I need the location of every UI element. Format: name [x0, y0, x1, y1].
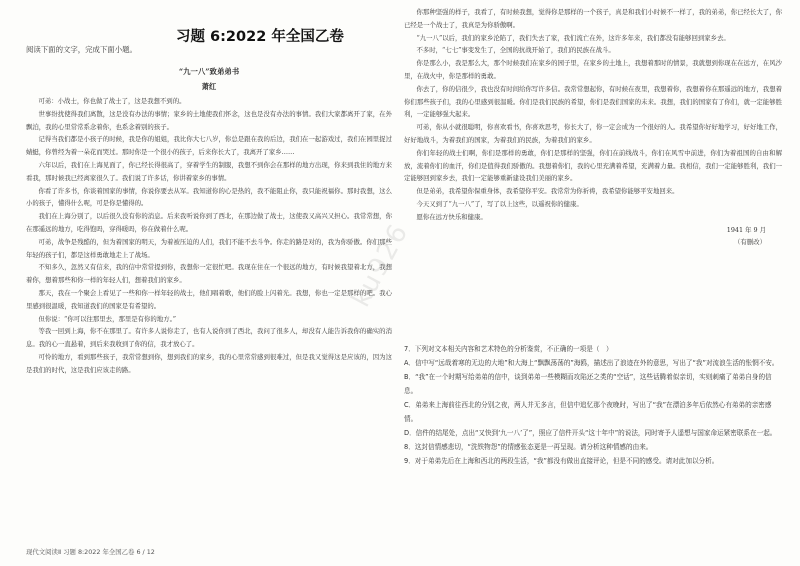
letter-paragraph: 但是弟弟，我希望你保重身体，我希望你平安。我常常为你祈祷，我希望你能够平安地回来。: [416, 187, 679, 196]
question-option-a: A．信中写“远哉着寒的无边的大地”和大海上“飘飘荡荡的”海鸥，描述出了浪迹在外的意思，写出了“我”对流浪生活的怅惘不安。: [404, 359, 779, 367]
letter-source-note: （有删改）: [734, 238, 766, 247]
question-section: [404, 342, 782, 468]
question-option-d: D．信件的结尾处，点出“又快到‘九一八’了”，照应了信件开头“这十年中”的说法，同时寄予人遥想与国家命运紧密联系在一起。: [404, 429, 777, 437]
letter-paragraph: 你们年轻的战士们啊，你们是那样的勇敢，你们是那样的坚强，你们在前线战斗，你们在风雪中前进，你们为着祖国的自由和解放，流着你们的血汗，你们是值得我们骄傲的。我想着你们，我的心里充满着希望，充满着力量。我相信，我们一定能够胜利，我们一定能够回到家乡去，我们一定能够重新建设我们美丽的家乡。: [404, 148, 782, 183]
letter-paragraph: 那天，我在一个聚会上看见了一些和你一样年轻的战士，他们唱着歌，他们的脸上闪着光。我想，你也一定是那样的吧。我心里感到很温暖，我知道我们的国家是有希望的。: [26, 288, 392, 310]
letter-paragraph: “九一八”以后，我们的家乡沦陷了，我们失去了家，我们流亡在外，这许多年来，我们都没有能够回到家乡去。: [416, 33, 730, 42]
page-title: 习题 6:2022 年全国乙卷: [176, 29, 344, 45]
question-option-c: C．弟弟来上海前往西北的分别之夜，两人并无多言，但信中追忆那个夜晚时，写出了“我”在漂泊多年后依然心有弟弟的亲密感情。: [404, 401, 772, 423]
letter-paragraph: 可弟：小战士，你也做了战士了，这是我想不到的。: [38, 97, 186, 105]
letter-body-left: [26, 95, 392, 377]
letter-paragraph: 你看了许多书，你谈着国家的事情，你说你要去从军。我知道你的心是热的，我不能阻止你，我只能祝福你。那时我想，这么小的孩子，懂得什么呢，可是你是懂得的。: [26, 186, 392, 208]
letter-paragraph: 不多时，“七七”事变发生了，全国的抗战开始了，我们的民族在战斗。: [416, 46, 615, 55]
right-column: [404, 0, 782, 566]
letter-paragraph: 我们在上海分别了，以后很久没有你的消息。后来我听说你到了西北，在那边做了战士，这使我又高兴又担心。我常常想，你在那遥远的地方，吃得饱吗，穿得暖吗，你在做着什么呢。: [26, 212, 392, 233]
letter-paragraph: 可怜的地方，看到那些孩子，我常常想到你，想到我们的家乡，我的心里常常感到很难过，但是我又觉得这是应该的，因为这是我们的时代，这是我们应该走的路。: [26, 352, 392, 374]
letter-paragraph: 等我一回到上海，你不在那里了。有许多人说你走了，也有人说你到了西北，我问了很多人，却没有人能告诉我你的确实的消息。我的心一直悬着，到后来我收到了你的信，我才放心了。: [26, 327, 392, 349]
letter-paragraph: 记得当我们都是小孩子的时候，我是你的姐姐，我比你大七八岁，你总是跟在我的后边，我们在一起游戏过，我们在园里捉过蜻蜓，你曾经为着一朵花而哭过。那时你是一个很小的孩子，后来你长大了，我离开了家乡……: [26, 135, 392, 157]
letter-paragraph: 世事纷扰使得我们离散，这是没有办法的事情；家乡的土地使我们怀念，这也是没有办法的事情。我们大家都离开了家，在外飘泊，我的心里常常系念着你，也系念着别的孩子。: [26, 109, 392, 131]
letter-date: 1941 年 9 月: [726, 225, 766, 234]
letter-title: “九一八”致弟弟书: [178, 67, 240, 76]
letter-paragraph: 可弟，你从小就很聪明，你喜欢看书，你喜欢思考，你长大了，你一定会成为一个很好的人。我希望你好好地学习，好好地工作，好好地战斗，为着我们的国家，为着我们的民族，为着我们的家乡。: [404, 123, 782, 144]
letter-paragraph: 你是那么小，我是那么大，那个时候我们在家乡的园子里，在家乡的土地上，我想着那时的情景，我就想到你现在在远方，在风沙里，在战火中，你是那样的勇敢。: [404, 59, 782, 80]
letter-paragraph: 今天又到了“九一八”了，写了以上这些，以遥祝你的健康。: [416, 199, 583, 208]
question-option-b: B．“我”在一个时期写给弟弟的信中，谈到弟弟一些模糊而攻陷还之类的“空话”，这些话腾着似亲切，实则刺痛了弟弟自身的信息。: [404, 373, 772, 395]
letter-paragraph: 六年以后，我们在上海见面了，你已经长得很高了，穿着学生的制服，我想不到你会在那样的地方出现，你来到我住的地方来看我，那时候我已经离家很久了。我们说了许多话，你讲着家乡的事情。: [26, 160, 392, 182]
letter-author: 萧红: [201, 82, 217, 91]
question-stem: 7．下列对文本相关内容和艺术特色的分析鉴赏，不正确的一项是（ ）: [404, 345, 613, 353]
letter-body-right: [404, 6, 782, 249]
letter-paragraph: 你去了，你的信很少，我也没有时间给你写许多信。我常常想起你，有时候在夜里，我想着你，我想着你在那遥远的地方，我想着你们那些孩子们，我的心里感到很温暖。你们是我们民族的希望，你们是我们国家的未来。我想，我们的国家有了你们，就一定能够胜利，一定能够强大起来。: [404, 84, 782, 119]
letter-paragraph: 但你说：“你可以往那里去，那里是有你的地方。”: [38, 314, 177, 323]
letter-paragraph: 愿你在远方快乐和健康。: [416, 212, 487, 221]
question-8: 8．这封信情感悲切，“洗铁物怨”的情感张态更是一再呈现。请分析这种情感的由来。: [404, 443, 653, 451]
watermark: ku926: [346, 218, 415, 313]
left-column: [26, 0, 392, 566]
page-footer: 现代文阅读Ⅱ 习题 8:2022 年全国乙卷 6 / 12: [26, 548, 155, 556]
letter-paragraph: 你那种坚强的样子，我看了，有时候我想，觉得你是那样的一个孩子，真是和我们小时候不一样了，我的弟弟，你已经长大了，你已经是一个战士了，我真是为你骄傲啊。: [404, 8, 782, 29]
reading-instruction: 阅读下面的文字，完成下面小题。: [26, 45, 137, 54]
question-9: 9．对于弟弟先后在上海和西北的两段生活，“我”都没有做出直接评论，但是不同的感受。请对此加以分析。: [404, 457, 719, 465]
letter-paragraph: 可弟，战争是残酷的，但为着国家的明天，为着被压迫的人们，我们不能不去斗争。你走的路是对的，我为你骄傲。你们那些年轻的孩子们，都是这样勇敢地走上了战场。: [26, 237, 392, 259]
letter-paragraph: 不知多久，忽然又有信来，我的信中常常提到你，我想你一定很忙吧。我现在住在一个很远的地方，有时候我望着北方，我想着你，想着那些和你一样的年轻人们，想着我们的家乡。: [26, 263, 392, 285]
